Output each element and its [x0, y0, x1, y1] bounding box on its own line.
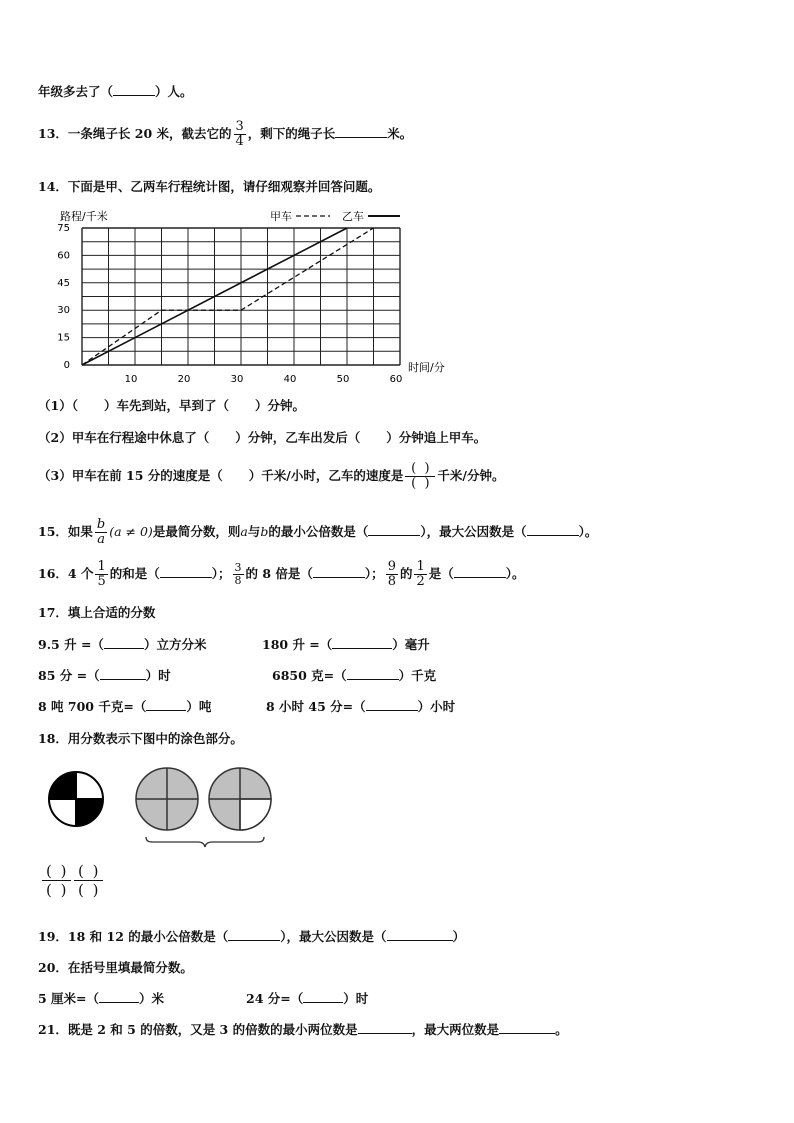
y-tick-label: 75	[57, 223, 70, 234]
y-axis-ticks	[57, 223, 70, 371]
q20-right: 24 分=（ ）时	[246, 991, 369, 1006]
x-tick-label: 60	[389, 374, 403, 385]
legend-label-yi: 乙车	[342, 210, 364, 223]
x-tick-label: 30	[230, 374, 244, 385]
answer-blank[interactable]	[347, 667, 399, 680]
circle-quarters-full	[136, 768, 198, 830]
x-tick-label: 10	[124, 374, 138, 385]
shaded-circles-figure	[40, 762, 290, 852]
answer-blank[interactable]	[303, 990, 343, 1003]
q17-row1-right: 180 升 =（ ）毫升	[262, 637, 430, 652]
y-tick-label: 45	[57, 277, 70, 289]
answer-blank[interactable]	[146, 698, 186, 711]
answer-blank[interactable]	[104, 636, 144, 649]
answer-blank[interactable]	[113, 83, 155, 96]
x-tick-label: 40	[283, 374, 297, 385]
answer-blank[interactable]	[366, 698, 418, 711]
q18-answer-fraction-1[interactable]: $\frac{( )}{( )}$	[40, 862, 73, 899]
q17-row2-right: 6850 克=（ ）千克	[272, 668, 437, 683]
fraction-9-8: $\frac{9}{8}$	[387, 559, 396, 589]
q17-row2-left: 85 分 =（ ）时	[38, 668, 171, 683]
legend-label-jia: 甲车	[270, 210, 292, 223]
question-21: 21．既是 2 和 5 的倍数，又是 3 的倍数的最小两位数是 ，最大两位数是 。	[38, 1022, 568, 1037]
x-axis-label: 时间/分	[408, 361, 445, 374]
fraction-1-5: $\frac{1}{5}$	[97, 559, 106, 589]
q17-row1-left: 9.5 升 =（ ）立方分米	[38, 637, 207, 652]
q17-row3-left: 8 吨 700 千克=（ ）吨	[38, 699, 212, 714]
answer-blank[interactable]	[228, 928, 280, 941]
question-20-stem: 20．在括号里填最简分数。	[38, 960, 193, 975]
question-13: 13．一条绳子长 20 米，截去它的 $\frac{3}{4}$ ，剩下的绳子长 米。	[38, 119, 413, 149]
question-15: 15．如果 $\frac{b}{a}$ (a ≠ 0)是最简分数，则a与b的最小公倍数是（ ），最大公因数是（ ）。	[38, 517, 598, 547]
answer-blank[interactable]	[313, 565, 365, 578]
y-tick-label: 60	[57, 250, 70, 262]
x-axis-ticks	[125, 374, 403, 385]
x-tick-label: 50	[336, 374, 350, 385]
answer-blank[interactable]	[332, 636, 392, 649]
q20-left: 5 厘米=（ ）米	[38, 991, 165, 1006]
q18-answer-fraction-2[interactable]: $\frac{( )}{( )}$	[72, 862, 105, 899]
answer-blank[interactable]	[387, 928, 453, 941]
chart-grid	[82, 228, 400, 365]
fraction-3-4: $\frac{3}{4}$	[235, 119, 244, 149]
answer-blank[interactable]	[100, 667, 146, 680]
question-14-1: （1）（ ）车先到站，早到了（ ）分钟。	[38, 398, 305, 413]
unshaded-quarter	[240, 799, 271, 830]
fraction-3-8: $\frac{3}{8}$	[234, 561, 242, 587]
circle-quarters-three	[209, 768, 271, 830]
answer-blank[interactable]	[368, 523, 420, 536]
answer-blank[interactable]	[454, 565, 506, 578]
answer-blank[interactable]	[160, 565, 212, 578]
answer-blank[interactable]	[335, 125, 387, 138]
y-tick-label: 30	[57, 305, 70, 317]
question-19: 19．18 和 12 的最小公倍数是（ ），最大公因数是（ ）	[38, 929, 466, 944]
brace	[146, 837, 264, 847]
y-axis-label: 路程/千米	[60, 210, 108, 223]
question-17-stem: 17．填上合适的分数	[38, 605, 156, 620]
y-tick-label: 15	[57, 332, 70, 344]
x-tick-label: 20	[177, 374, 191, 385]
travel-line-chart	[40, 203, 460, 393]
fraction-b-over-a: $\frac{b}{a}$	[96, 517, 106, 547]
answer-blank[interactable]	[99, 990, 139, 1003]
circle-eighths	[49, 772, 103, 826]
chart-legend	[270, 210, 400, 223]
question-14-3: （3）甲车在前 15 分的速度是（ ）千米/小时，乙车的速度是 $\frac{( )}{( )}$ 千米/分钟。	[38, 461, 505, 491]
answer-blank[interactable]	[358, 1021, 412, 1034]
q12-tail: 年级多去了（ ）人。	[38, 84, 193, 99]
answer-blank[interactable]	[527, 523, 579, 536]
question-14-stem: 14．下面是甲、乙两车行程统计图，请仔细观察并回答问题。	[38, 179, 381, 194]
answer-blank[interactable]	[499, 1021, 555, 1034]
fraction-1-2: $\frac{1}{2}$	[416, 559, 425, 589]
question-14-2: （2）甲车在行程途中休息了（ ）分钟，乙车出发后（ ）分钟追上甲车。	[38, 430, 487, 445]
y-tick-label: 0	[63, 360, 70, 371]
q17-row3-right: 8 小时 45 分=（ ）小时	[266, 699, 456, 714]
question-16: 16．4 个 $\frac{1}{5}$ 的和是（ ）； $\frac{3}{8}$ 的 8 倍是（ ）； $\frac{9}{8}$ 的 $\frac{1}{2}$ 是（ ）。	[38, 559, 525, 589]
question-18-stem: 18．用分数表示下图中的涂色部分。	[38, 731, 243, 746]
fraction-answer-box[interactable]: $\frac{( )}{( )}$	[405, 462, 435, 491]
